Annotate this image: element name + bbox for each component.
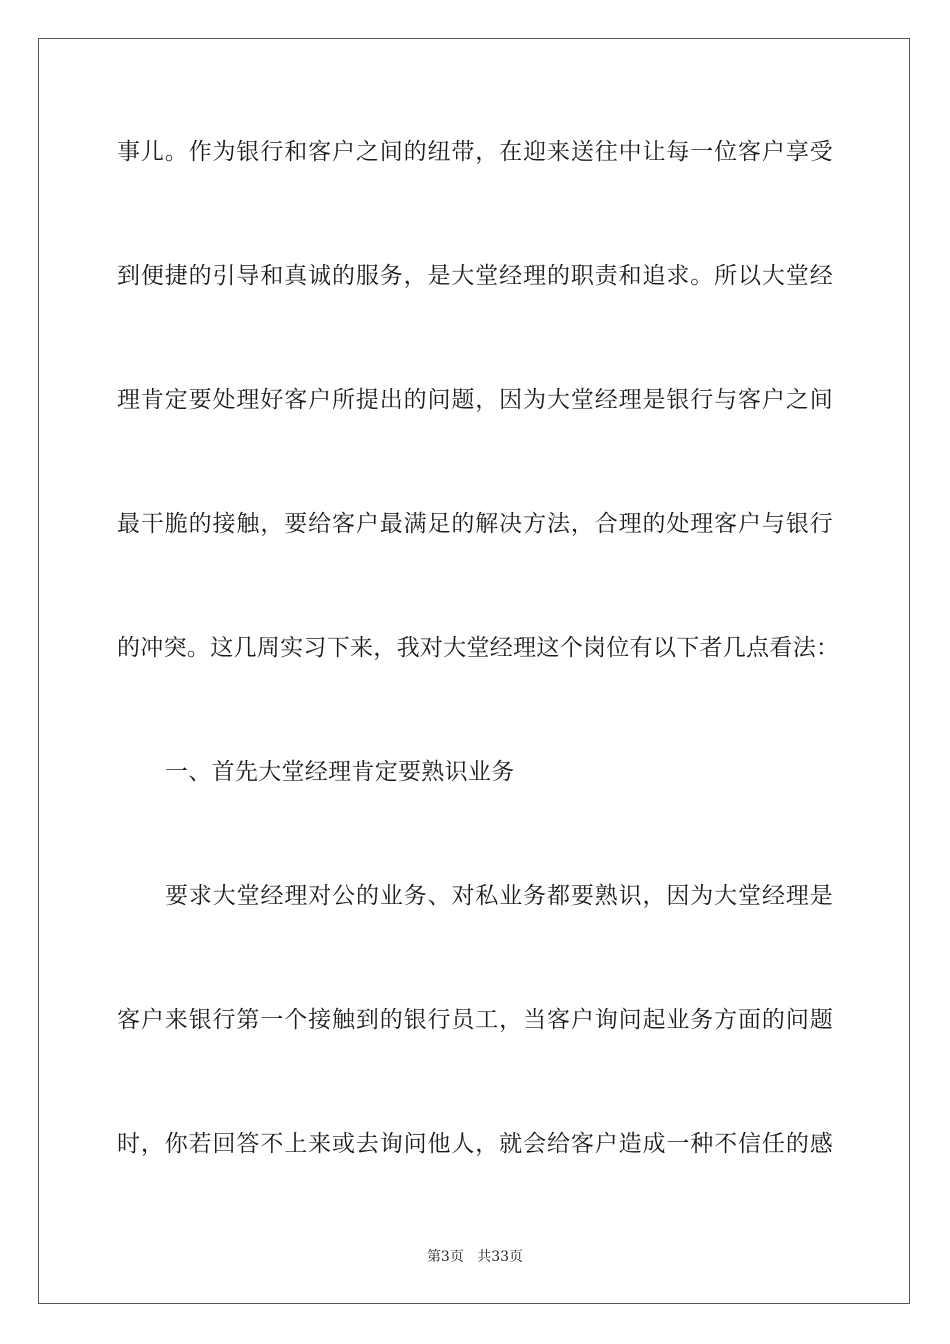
page-number: 第3页 [426,1249,464,1265]
body-line-8: 客户来银行第一个接触到的银行员工，当客户询问起业务方面的问题 [117,1007,833,1033]
body-line-1: 事儿。作为银行和客户之间的纽带，在迎来送往中让每一位客户享受 [117,139,833,165]
body-line-7: 要求大堂经理对公的业务、对私业务都要熟识，因为大堂经理是 [165,883,833,909]
body-line-5: 的冲突。这几周实习下来，我对大堂经理这个岗位有以下者几点看法： [117,635,840,661]
page-footer [0,1248,950,1266]
section-heading: 一、首先大堂经理肯定要熟识业务 [165,759,515,785]
body-line-4: 最干脆的接触，要给客户最满足的解决方法，合理的处理客户与银行 [117,511,833,537]
page-border [38,38,910,1304]
body-line-3: 理肯定要处理好客户所提出的问题，因为大堂经理是银行与客户之间 [117,387,833,413]
page-total: 共33页 [477,1249,524,1265]
body-line-2: 到便捷的引导和真诚的服务，是大堂经理的职责和追求。所以大堂经 [117,263,833,289]
body-line-9: 时，你若回答不上来或去询问他人，就会给客户造成一种不信任的感 [117,1131,833,1157]
